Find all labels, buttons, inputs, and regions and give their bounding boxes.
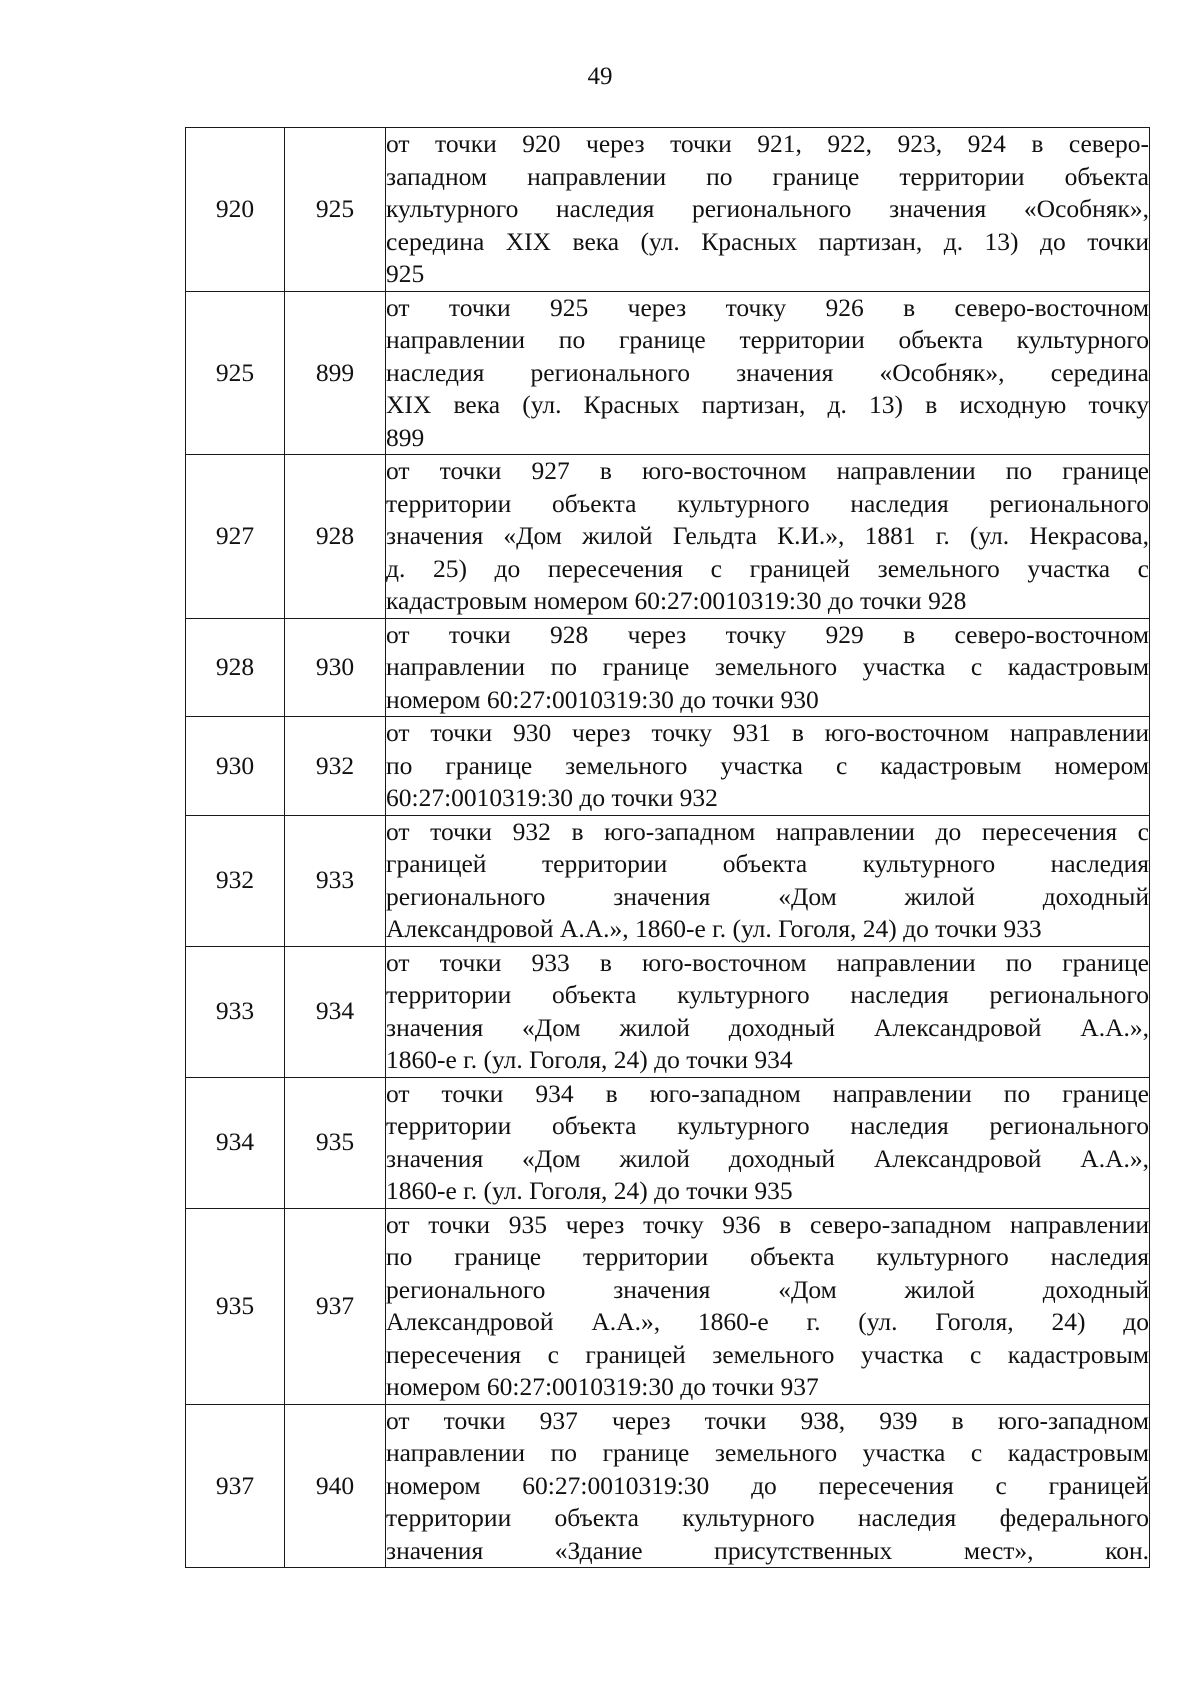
description-line: границей территории объекта культурного наследия [386, 849, 1149, 878]
description-line: от точки 937 через точки 938, 939 в юго-западном [386, 1405, 1149, 1435]
description-line: направлении по границе земельного участка с кадастровым [386, 652, 1149, 681]
start-point-cell: 937 [186, 1404, 285, 1568]
boundary-description-cell [386, 1208, 1150, 1404]
end-point-cell: 930 [285, 618, 386, 717]
description-line: направлении по границе территории объекта культурного [386, 325, 1149, 354]
description-line: от точки 933 в юго-восточном направлении по границе [386, 947, 1149, 977]
page-number: 49 [587, 63, 613, 90]
table-row [186, 717, 1150, 816]
description-line: значения «Дом жилой Гельдта К.И.», 1881 г. (ул. Некрасова, [386, 521, 1149, 550]
boundary-description-cell [386, 291, 1150, 455]
description-line: от точки 932 в юго-западном направлении до пересечения с [386, 816, 1149, 846]
description-line: Александровой А.А.», 1860-е г. (ул. Гоголя, 24) до точки 933 [386, 914, 1042, 943]
boundary-description-cell [386, 815, 1150, 946]
description-line: 925 [386, 259, 425, 288]
description-line: 899 [386, 422, 425, 452]
end-point-cell: 935 [285, 1077, 386, 1208]
end-point-cell: 937 [285, 1208, 386, 1404]
description-line: пересечения с границей земельного участка с кадастровым [386, 1339, 1149, 1369]
description-line: значения «Здание присутственных мест», кон. [386, 1535, 1149, 1565]
end-point-cell: 899 [285, 291, 386, 455]
end-point-cell: 932 [285, 717, 386, 816]
description-line: регионального значения «Дом жилой доходный [386, 1274, 1149, 1304]
description-line: территории объекта культурного наследия регионального [386, 980, 1149, 1009]
description-line: регионального значения «Дом жилой доходный [386, 881, 1149, 911]
description-line: от точки 928 через точку 929 в северо-восточном [386, 619, 1149, 649]
table-row [186, 128, 1150, 292]
end-point-cell: 940 [285, 1404, 386, 1568]
boundary-description-cell [386, 1404, 1150, 1568]
description-line: значения «Дом жилой доходный Александровой А.А.», [386, 1143, 1149, 1173]
description-line: западном направлении по границе территории объекта [386, 161, 1149, 191]
description-line: от точки 934 в юго-западном направлении по границе [386, 1078, 1149, 1108]
description-line: номером 60:27:0010319:30 до точки 930 [386, 684, 819, 714]
description-line: Александровой А.А.», 1860-е г. (ул. Гоголя, 24) до [386, 1307, 1149, 1336]
start-point-cell: 928 [186, 618, 285, 717]
description-line: направлении по границе земельного участка с кадастровым [386, 1438, 1149, 1467]
description-line: по границе территории объекта культурного наследия [386, 1242, 1149, 1271]
description-line: от точки 920 через точки 921, 922, 923, 924 в северо- [386, 129, 1149, 158]
end-point-cell: 933 [285, 815, 386, 946]
start-point-cell: 935 [186, 1208, 285, 1404]
start-point-cell: 934 [186, 1077, 285, 1208]
table-row [186, 1208, 1150, 1404]
table-row [186, 1404, 1150, 1568]
end-point-cell: 928 [285, 455, 386, 619]
description-line: кадастровым номером 60:27:0010319:30 до точки 928 [386, 586, 967, 615]
boundary-description-cell [386, 1077, 1150, 1208]
boundary-description-cell [386, 618, 1150, 717]
end-point-cell: 925 [285, 128, 386, 292]
description-line: от точки 927 в юго-восточном направлении по границе [386, 456, 1149, 485]
boundary-description-cell [386, 128, 1150, 292]
description-line: территории объекта культурного наследия федерального [386, 1503, 1149, 1532]
description-line: номером 60:27:0010319:30 до пересечения с границей [386, 1470, 1149, 1500]
description-line: по границе земельного участка с кадастровым номером [386, 750, 1149, 780]
description-line: территории объекта культурного наследия регионального [386, 1111, 1149, 1140]
description-line: культурного наследия регионального значения «Особняк», [386, 194, 1149, 223]
description-line: 60:27:0010319:30 до точки 932 [386, 783, 718, 812]
description-line: 1860-е г. (ул. Гоголя, 24) до точки 935 [386, 1176, 793, 1205]
table-row [186, 291, 1150, 455]
start-point-cell: 932 [186, 815, 285, 946]
description-line: значения «Дом жилой доходный Александровой А.А.», [386, 1012, 1149, 1042]
description-line: д. 25) до пересечения с границей земельного участка с [386, 553, 1149, 583]
boundary-description-cell [386, 455, 1150, 619]
table-row [186, 1077, 1150, 1208]
description-line: от точки 925 через точку 926 в северо-восточном [386, 292, 1149, 322]
description-line: XIX века (ул. Красных партизан, д. 13) в исходную точку [386, 390, 1149, 419]
description-line: 1860-е г. (ул. Гоголя, 24) до точки 934 [386, 1045, 793, 1074]
description-line: от точки 935 через точку 936 в северо-западном направлении [386, 1209, 1149, 1239]
table-row [186, 946, 1150, 1077]
end-point-cell: 934 [285, 946, 386, 1077]
description-line: от точки 930 через точку 931 в юго-восточном направлении [386, 718, 1149, 747]
boundary-description-table [185, 127, 1150, 1568]
start-point-cell: 925 [186, 291, 285, 455]
table-row [186, 815, 1150, 946]
table-body [186, 128, 1150, 1568]
description-line: середина XIX века (ул. Красных партизан, д. 13) до точки [386, 226, 1149, 256]
start-point-cell: 927 [186, 455, 285, 619]
table-row [186, 455, 1150, 619]
start-point-cell: 930 [186, 717, 285, 816]
description-line: наследия регионального значения «Особняк», середина [386, 357, 1149, 387]
boundary-description-cell [386, 946, 1150, 1077]
boundary-description-cell [386, 717, 1150, 816]
table-row [186, 618, 1150, 717]
start-point-cell: 933 [186, 946, 285, 1077]
start-point-cell: 920 [186, 128, 285, 292]
description-line: номером 60:27:0010319:30 до точки 937 [386, 1372, 819, 1401]
description-line: территории объекта культурного наследия регионального [386, 488, 1149, 518]
